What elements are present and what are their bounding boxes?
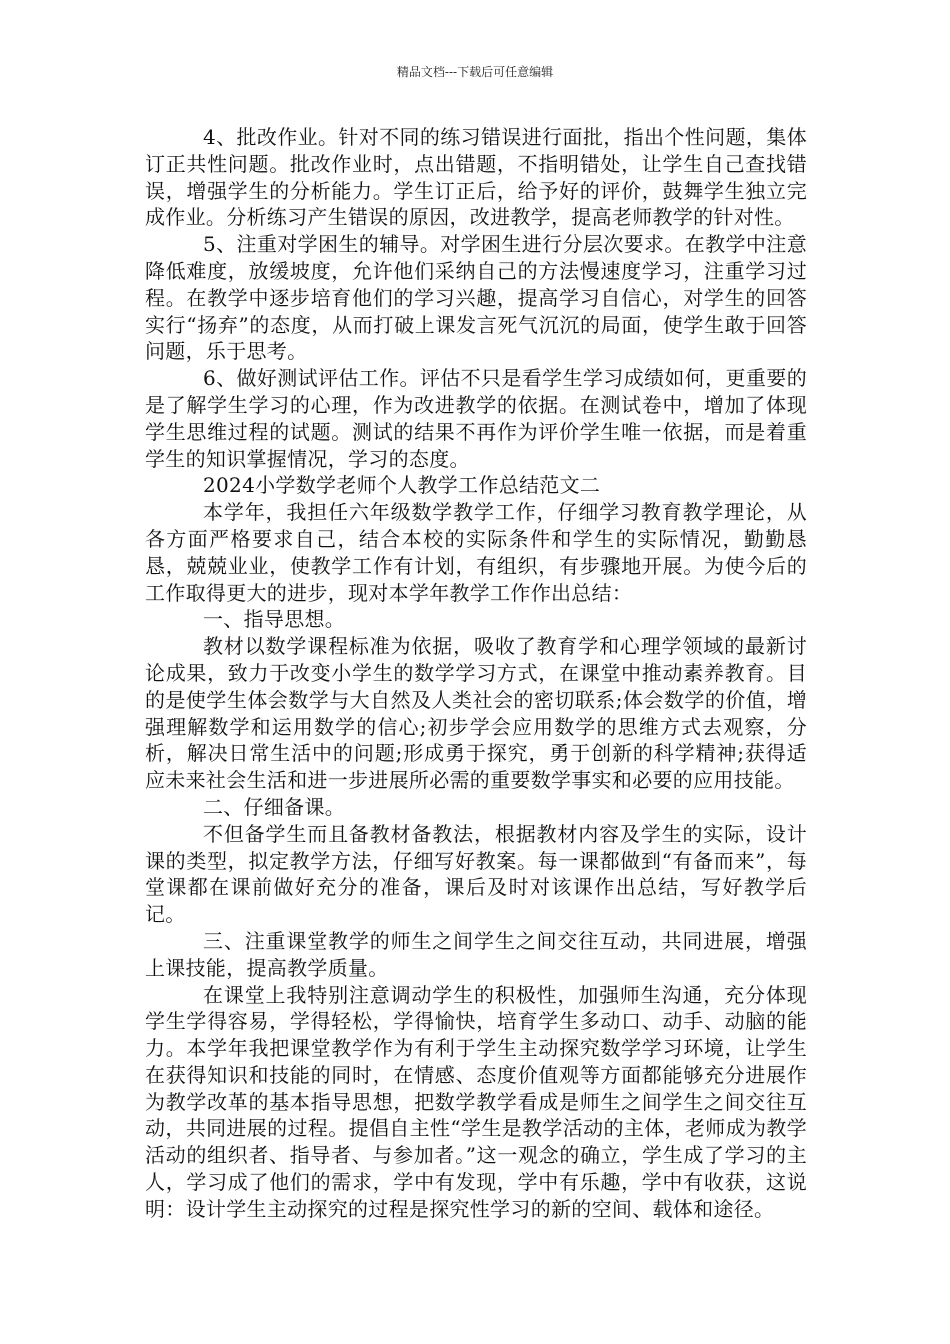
heading-classroom-interaction: 三、注重课堂教学的师生之间学生之间交往互动，共同进展，增强上课技能，提高教学质量。 — [145, 928, 807, 980]
document-body — [145, 124, 807, 1223]
heading-lesson-preparation: 二、仔细备课。 — [203, 794, 346, 819]
paragraph-textbook: 教材以数学课程标准为依据，吸收了教育学和心理学领域的最新讨论成果，致力于改变小学生的数学学习方式，在课堂中推动素养教育。目的是使学生体会数学与大自然及人类社会的密切联系;体会数学的价值，增强理解数学和运用数学的信心;初步学会应用数学的思维方式去观察，分析，解决日常生活中的问题;形成勇于探究，勇于创新的科学精神;获得适应未来社会生活和进一步进展所必需的重要数学事实和必要的应用技能。 — [145, 634, 807, 793]
paragraph-classroom-practice: 在课堂上我特别注意调动学生的积极性，加强师生沟通，充分体现学生学得容易，学得轻松，学得愉快，培育学生多动口、动手、动脑的能力。本学年我把课堂教学作为有利于学生主动探究数学学习环境，让学生在获得知识和技能的同时，在情感、态度价值观等方面都能够充分进展作为教学改革的基本指导思想，把数学教学看成是师生之间学生之间交往互动，共同进展的过程。提倡自主性“学生是教学活动的主体，老师成为教学活动的组织者、指导者、与参加者。”这一观念的确立，学生成了学习的主人，学习成了他们的需求，学中有发现，学中有乐趣，学中有收获，这说明：设计学生主动探究的过程是探究性学习的新的空间、载体和途径。 — [145, 982, 807, 1221]
paragraph-assessment: 6、做好测试评估工作。评估不只是看学生学习成绩如何，更重要的是了解学生学习的心理，作为改进教学的依据。在测试卷中，增加了体现学生思维过程的试题。测试的结果不再作为评价学生唯一依据，而是着重学生的知识掌握情况，学习的态度。 — [145, 366, 807, 471]
paragraph-grading-homework: 4、批改作业。针对不同的练习错误进行面批，指出个性问题，集体订正共性问题。批改作业时，点出错题，不指明错处，让学生自己查找错误，增强学生的分析能力。学生订正后，给予好的评价，鼓舞学生独立完成作业。分析练习产生错误的原因，改进教学，提高老师教学的针对性。 — [145, 125, 807, 230]
paragraph-lesson-preparation: 不但备学生而且备教材备教法，根据教材内容及学生的实际，设计课的类型，拟定教学方法，仔细写好教案。每一课都做到“有备而来”，每堂课都在课前做好充分的准备，课后及时对该课作出总结，写好教学后记。 — [145, 821, 807, 927]
paragraph-intro: 本学年，我担任六年级数学教学工作，仔细学习教育教学理论，从各方面严格要求自己，结合本校的实际条件和学生的实际情况，勤勤恳恳，兢兢业业，使教学工作有计划，有组织，有步骤地开展。为使今后的工作取得更大的进步，现对本学年教学工作作出总结： — [145, 500, 807, 605]
paragraph-struggling-students: 5、注重对学困生的辅导。对学困生进行分层次要求。在教学中注意降低难度，放缓坡度，允许他们采纳自己的方法慢速度学习，注重学习过程。在教学中逐步培育他们的学习兴趣，提高学习自信心，对学生的回答实行“扬弃”的态度，从而打破上课发言死气沉沉的局面，使学生敢于回答问题，乐于思考。 — [145, 232, 807, 364]
section-title: 2024小学数学老师个人教学工作总结范文二 — [203, 473, 601, 498]
page-header: 精品文档---下载后可任意编辑 — [396, 65, 554, 79]
heading-guiding-ideology: 一、指导思想。 — [203, 607, 346, 632]
